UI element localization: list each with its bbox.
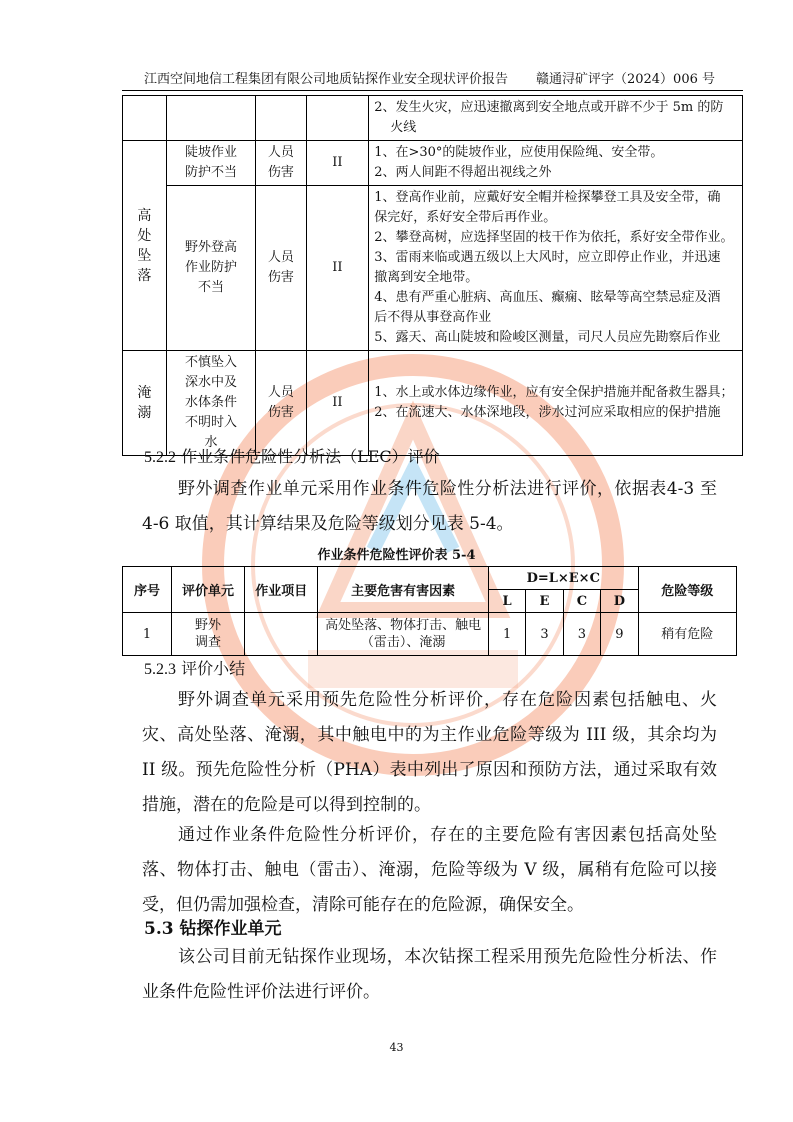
- header-title: 江西空间地信工程集团有限公司地质钻探作业安全现状评价报告: [144, 72, 509, 87]
- paragraph: 野外调查作业单元采用作业条件危险性分析法进行评价，依据表4-3 至 4-6 取值，其计算结果及危险等级划分见表 5-4。: [142, 479, 717, 534]
- table-row: [123, 351, 743, 456]
- level-cell: II: [306, 186, 369, 351]
- table-row: [123, 186, 743, 351]
- table-row: [123, 141, 743, 186]
- level-cell: II: [306, 141, 369, 186]
- category-drown: 淹 溺: [123, 351, 167, 456]
- header-doc-number: 赣通浔矿评字（2024）006 号: [535, 72, 715, 87]
- measures-cell: 1、水上或水体边缘作业，应有安全保护措施并配备救生器具； 2、在流速大、水体深地段，涉水过河应采取相应的保护措施: [369, 351, 743, 456]
- measures-cell: 1、登高作业前，应戴好安全帽并检探攀登工具及安全带，确 保完好，系好安全带后再作业。 2、攀登高树，应选择坚固的枝干作为依托，系好安全带作业。 3、雷雨来临或遇五级以上大风时，应立即停止作业，并迅速 撤离到安全地带。 4、患有严重心脏病、高血压、癫痫、眩晕等高空禁忌症及酒 后不得从事登高作业 5、露天、高山陡坡和险峻区测量，司尺人员应先勘察后作业: [369, 186, 743, 351]
- table-header-row: 序号 评价单元 作业项目 主要危害有害因素 D=L×E×C 危险等级: [123, 567, 737, 590]
- table-header-row: L E C D: [123, 590, 737, 613]
- pha-table-continued: [122, 95, 743, 456]
- consequence-cell: 人员 伤害: [256, 351, 306, 456]
- section-heading-5-3: 5.3 钻探作业单元: [144, 919, 282, 939]
- section-heading-5-2-3: 5.2.3 评价小结: [144, 659, 246, 678]
- table-caption: 作业条件危险性评价表 5-4: [317, 548, 476, 563]
- measures-cell: 1、在>30°的陡坡作业，应使用保险绳、安全带。 2、两人间距不得超出视线之外: [369, 141, 743, 186]
- lec-table: [122, 566, 737, 656]
- consequence-cell: 人员 伤害: [256, 186, 306, 351]
- factor-cell: 不慎坠入 深水中及 水体条件 不明时入 水: [166, 351, 255, 456]
- paragraph: 野外调查单元采用预先危险性分析评价，存在危险因素包括触电、火灾、高处坠落、淹溺，其中触电中的为主作业危险等级为 III 级，其余均为 II 级。预先危险性分析（PHA）表中列出了原因和预防方法，通过采取有效措施，潜在的危险是可以得到控制的。: [142, 690, 717, 815]
- fire-measures-cell: 2、发生火灾，应迅速撤离到安全地点或开辟不少于 5m 的防 火线: [369, 96, 743, 141]
- table-row: [123, 96, 743, 141]
- page-number: 43: [389, 1041, 404, 1054]
- table-row: 1 野外 调查 高处坠落、物体打击、触电 （雷击）、淹溺 1 3 3 9 稍有危险: [123, 613, 737, 656]
- page-header: [122, 64, 743, 91]
- category-fall: 高 处 坠 落: [123, 141, 167, 351]
- paragraph: 通过作业条件危险性分析评价，存在的主要危险有害因素包括高处坠落、物体打击、触电（雷击）、淹溺，危险等级为 V 级，属稍有危险可以接受，但仍需加强检查，清除可能存在的危险源，确保安全。: [142, 825, 717, 915]
- factor-cell: 野外登高 作业防护 不当: [166, 186, 255, 351]
- factor-cell: 陡坡作业 防护不当: [166, 141, 255, 186]
- section-heading-5-2-2: 5.2.2 作业条件危险性分析法（LEC）评价: [144, 447, 440, 466]
- consequence-cell: 人员 伤害: [256, 141, 306, 186]
- paragraph: 该公司目前无钻探作业现场，本次钻探工程采用预先危险性分析法、作业条件危险性评价法进行评价。: [142, 947, 717, 1002]
- level-cell: II: [306, 351, 369, 456]
